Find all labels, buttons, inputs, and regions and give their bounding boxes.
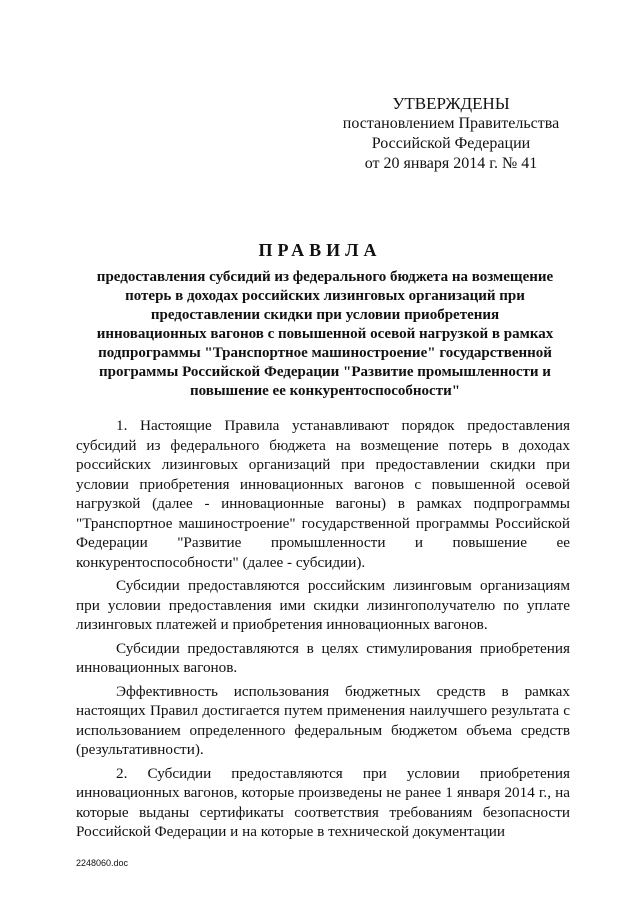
document-body: [76, 416, 570, 846]
approval-date-number: от 20 января 2014 г. № 41: [364, 155, 538, 172]
subtitle-line: подпрограммы "Транспортное машиностроение" государственной: [98, 345, 552, 361]
document-subtitle: [84, 268, 566, 401]
file-name-footer: 2248060.doc: [76, 858, 129, 868]
approval-line: Российской Федерации: [371, 135, 531, 152]
subtitle-line: потерь в доходах российских лизинговых организаций при: [125, 288, 525, 304]
paragraph: 2. Субсидии предоставляются при условии приобретения инновационных вагонов, которые произведены не ранее 1 января 2014 г., на которые выданы сертификаты соответствия требованиям безопасности Российской Федерации и на которые в технической документации: [76, 764, 570, 840]
paragraph: 1. Настоящие Правила устанавливают порядок предоставления субсидий из федерального бюджета на возмещение потерь в доходах российских лизинговых организаций при предоставлении скидки при условии приобретения инновационных вагонов с повышенной осевой нагрузкой (далее - инновационные вагоны) в рамках подпрограммы "Транспортное машиностроение" государственной программы Российской Федерации "Развитие промышленности и повышение ее конкурентоспособности" (далее - субсидии).: [76, 417, 570, 571]
paragraph: Эффективность использования бюджетных средств в рамках настоящих Правил достигается путем применения наилучшего результата с использованием определенного федеральным бюджетом объема средств (результативности).: [76, 682, 570, 758]
subtitle-line: предоставлении скидки при условии приобретения: [150, 307, 500, 323]
approval-line: постановлением Правительства: [342, 115, 560, 132]
subtitle-line: инновационных вагонов с повышенной осевой нагрузкой в рамках: [96, 326, 554, 342]
paragraph: Субсидии предоставляются в целях стимулирования приобретения инновационных вагонов.: [76, 639, 570, 676]
approval-heading: УТВЕРЖДЕНЫ: [392, 94, 510, 113]
subtitle-line: программы Российской Федерации "Развитие промышленности и: [99, 364, 551, 380]
approval-stamp: [334, 94, 568, 174]
subtitle-line: повышение ее конкурентоспособности": [189, 383, 461, 399]
document-title: ПРАВИЛА: [258, 240, 382, 260]
paragraph: Субсидии предоставляются российским лизинговым организациям при условии предоставления ими скидки лизингополучателю по уплате лизинговых платежей и приобретения инновационных вагонов.: [76, 577, 570, 633]
subtitle-line: предоставления субсидий из федерального бюджета на возмещение: [96, 269, 554, 285]
